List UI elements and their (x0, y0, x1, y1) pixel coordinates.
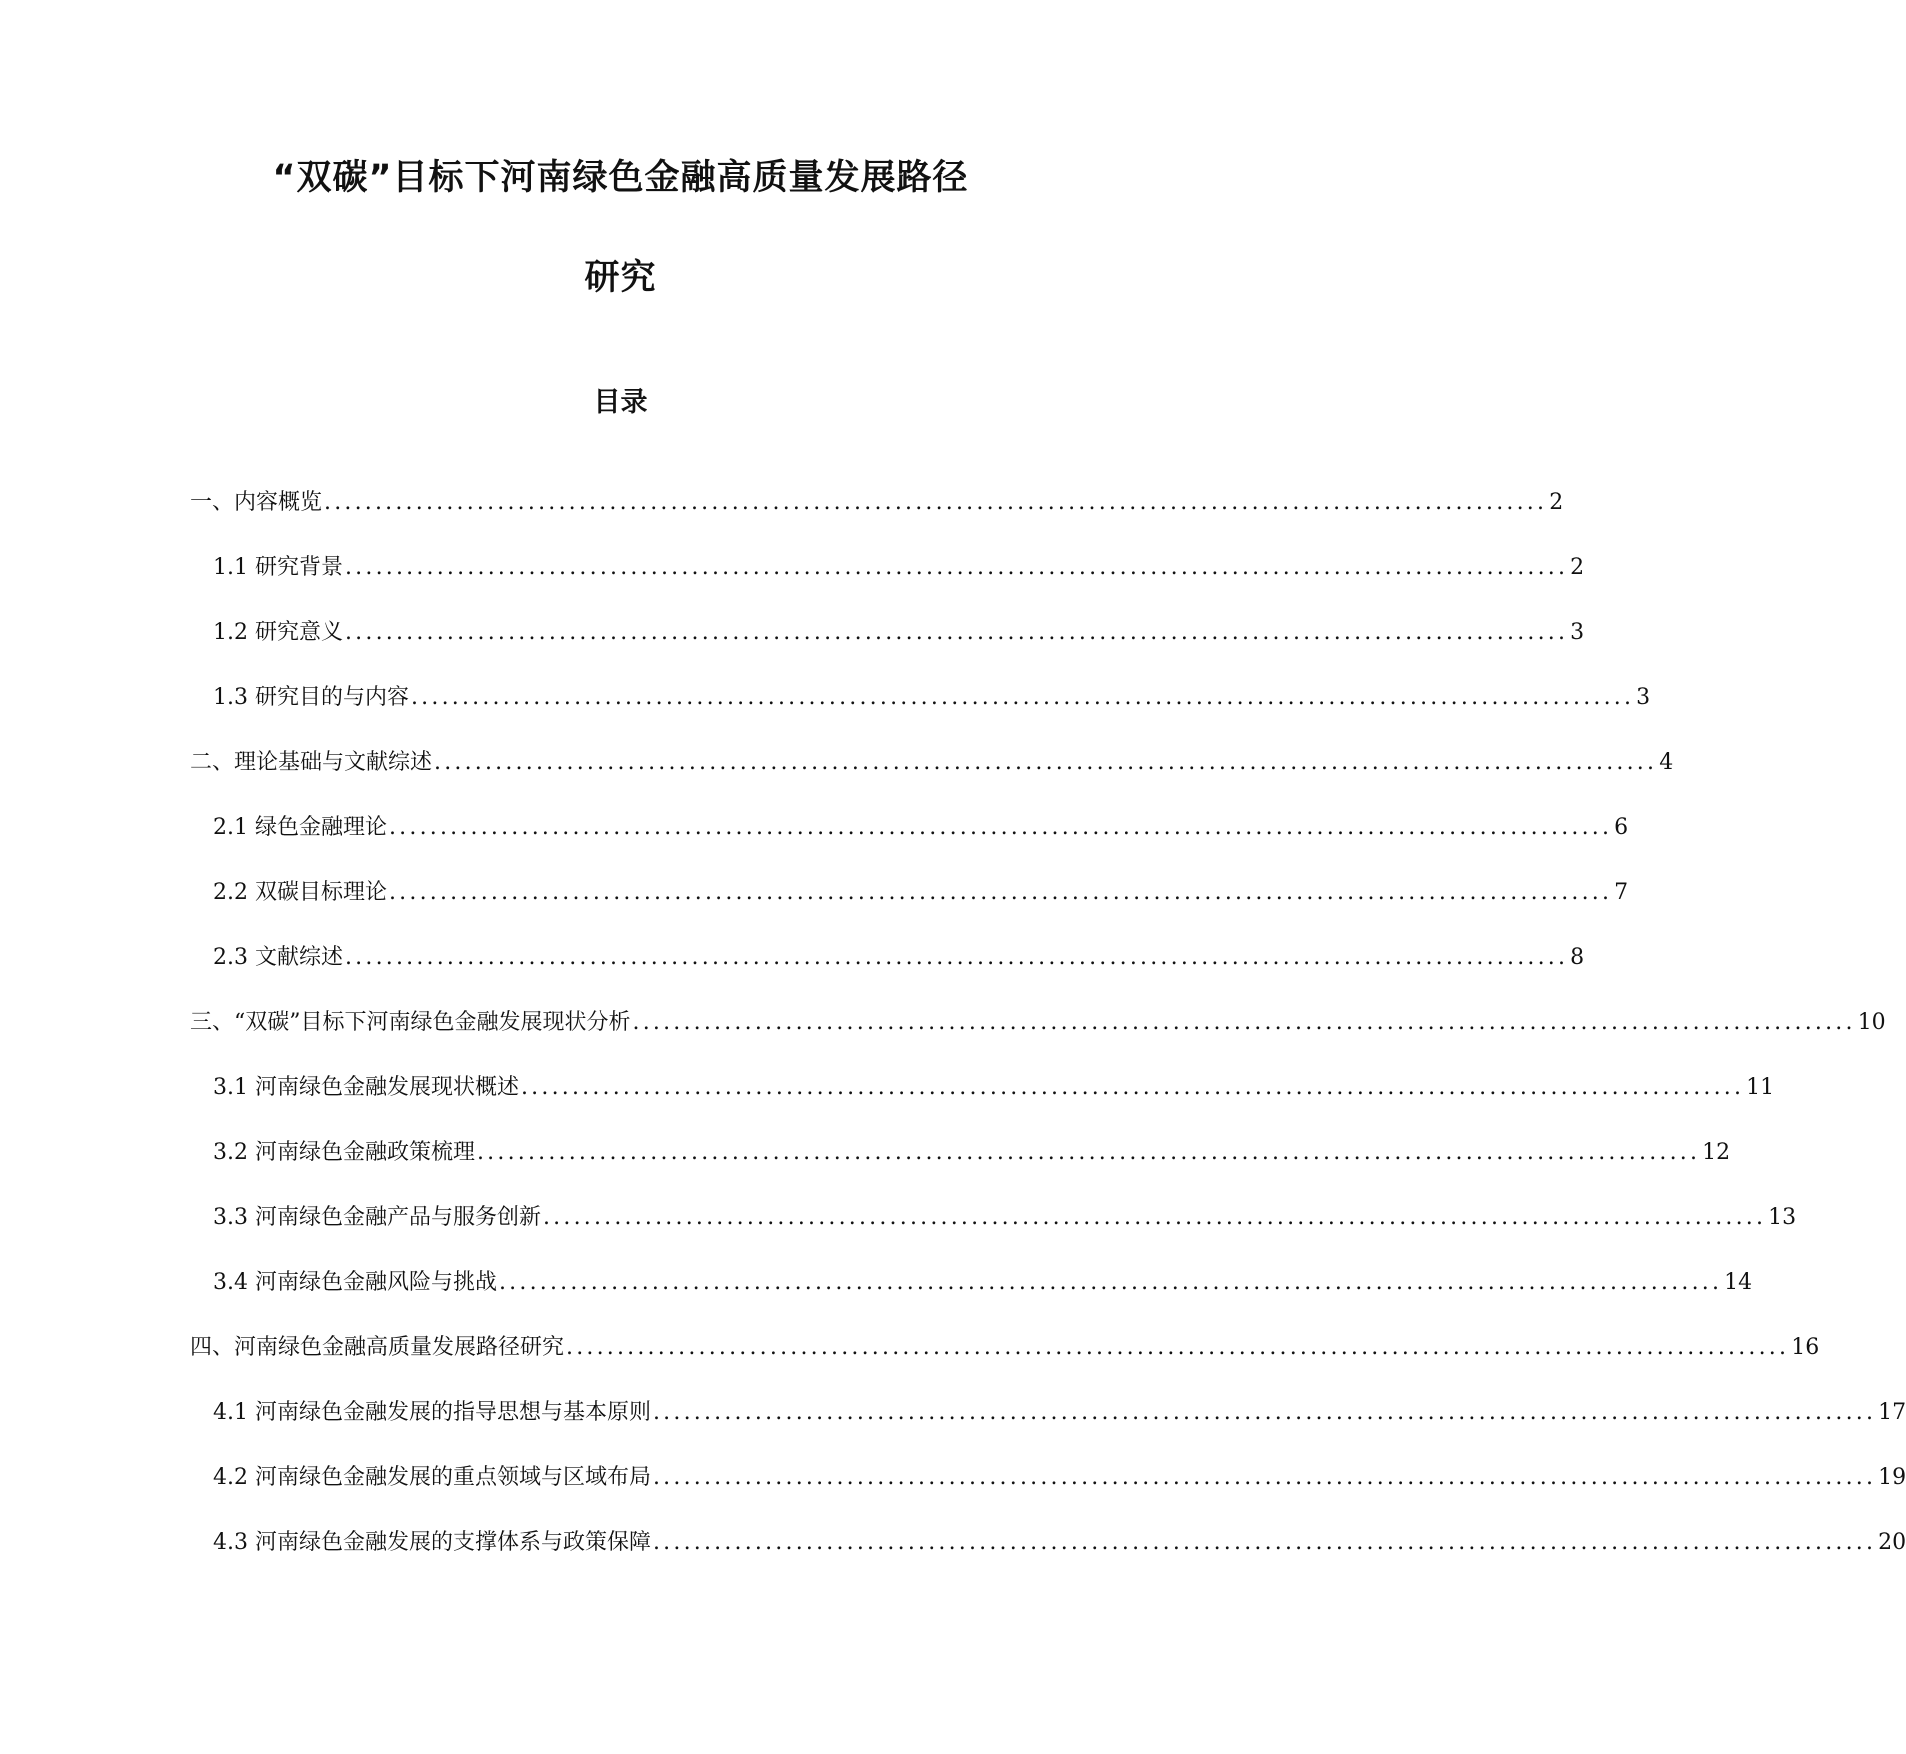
toc-page-number: 3 (1570, 620, 1585, 645)
toc-dot-leader: ........................................................................................................................ (566, 1335, 1790, 1360)
toc-entry-label: 2.3 文献综述 (213, 945, 343, 970)
toc-page-number: 14 (1724, 1270, 1753, 1295)
toc-entry[interactable] (213, 813, 1629, 843)
toc-page-number: 11 (1746, 1075, 1775, 1100)
toc-entry-label: 1.1 研究背景 (213, 555, 343, 580)
toc-entry[interactable] (190, 1333, 1820, 1363)
toc-dot-leader: ........................................................................................................................ (652, 1400, 1877, 1425)
toc-entry[interactable] (213, 878, 1629, 908)
toc-entry-label: 4.3 河南绿色金融发展的支撑体系与政策保障 (213, 1530, 651, 1555)
toc-entry-label: 3.3 河南绿色金融产品与服务创新 (213, 1205, 541, 1230)
toc-dot-leader: ........................................................................................................................ (520, 1075, 1745, 1100)
toc-dot-leader: ........................................................................................................................ (652, 1530, 1877, 1555)
toc-entry[interactable] (190, 748, 1674, 778)
toc-entry[interactable] (213, 1268, 1753, 1298)
toc-page-number: 16 (1791, 1335, 1820, 1360)
toc-entry[interactable] (213, 1528, 1906, 1558)
toc-entry-label: 1.3 研究目的与内容 (213, 685, 409, 710)
toc-dot-leader: ........................................................................................................................ (476, 1140, 1701, 1165)
toc-entry-label: 2.1 绿色金融理论 (213, 815, 387, 840)
toc-page-number: 20 (1878, 1530, 1906, 1555)
toc-page-number: 10 (1857, 1010, 1886, 1035)
toc-entry[interactable] (213, 943, 1585, 973)
toc-page-number: 7 (1614, 880, 1629, 905)
toc-dot-leader: ........................................................................................................................ (498, 1270, 1723, 1295)
toc-entry-label: 3.2 河南绿色金融政策梳理 (213, 1140, 475, 1165)
toc-dot-leader: ........................................................................................................................ (344, 620, 1569, 645)
toc-entry-label: 2.2 双碳目标理论 (213, 880, 387, 905)
toc-entry[interactable] (213, 1073, 1775, 1103)
toc-entry-label: 4.2 河南绿色金融发展的重点领域与区域布局 (213, 1465, 651, 1490)
toc-page-number: 2 (1570, 555, 1585, 580)
toc-page-number: 2 (1549, 490, 1564, 515)
toc-heading: 目录 (593, 387, 648, 418)
toc-dot-leader: ........................................................................................................................ (344, 555, 1569, 580)
toc-dot-leader: ........................................................................................................................ (632, 1010, 1856, 1035)
toc-page-number: 12 (1702, 1140, 1731, 1165)
toc-entry[interactable] (213, 1398, 1906, 1428)
toc-dot-leader: ........................................................................................................................ (652, 1465, 1877, 1490)
toc-entry[interactable] (213, 683, 1651, 713)
toc-entry[interactable] (213, 553, 1585, 583)
toc-entry[interactable] (213, 1138, 1731, 1168)
toc-dot-leader: ........................................................................................................................ (388, 880, 1613, 905)
toc-page-number: 4 (1659, 750, 1674, 775)
toc-entry[interactable] (213, 1203, 1797, 1233)
toc-entry-label: 4.1 河南绿色金融发展的指导思想与基本原则 (213, 1400, 651, 1425)
toc-dot-leader: ........................................................................................................................ (542, 1205, 1767, 1230)
document-title-line-2: 研究 (584, 258, 657, 298)
toc-entry-label: 一、内容概览 (190, 490, 323, 515)
toc-entry-label: 四、河南绿色金融高质量发展路径研究 (190, 1335, 565, 1360)
document-title-line-1: “双碳”目标下河南绿色金融高质量发展路径 (272, 158, 969, 198)
toc-entry-label: 三、“双碳”目标下河南绿色金融发展现状分析 (190, 1010, 631, 1035)
toc-dot-leader: ........................................................................................................................ (410, 685, 1635, 710)
toc-page-number: 13 (1768, 1205, 1797, 1230)
toc-page-number: 6 (1614, 815, 1629, 840)
toc-dot-leader: ........................................................................................................................ (434, 750, 1658, 775)
toc-dot-leader: ........................................................................................................................ (388, 815, 1613, 840)
toc-entry[interactable] (213, 618, 1585, 648)
toc-page-number: 17 (1878, 1400, 1906, 1425)
toc-entry-label: 1.2 研究意义 (213, 620, 343, 645)
toc-dot-leader: ........................................................................................................................ (344, 945, 1569, 970)
toc-entry[interactable] (190, 1008, 1886, 1038)
toc-page-number: 3 (1636, 685, 1651, 710)
toc-entry[interactable] (213, 1463, 1906, 1493)
toc-dot-leader: ........................................................................................................................ (324, 490, 1548, 515)
toc-page-number: 8 (1570, 945, 1585, 970)
toc-entry-label: 3.1 河南绿色金融发展现状概述 (213, 1075, 519, 1100)
toc-entry-label: 二、理论基础与文献综述 (190, 750, 433, 775)
toc-page-number: 19 (1878, 1465, 1906, 1490)
toc-entry[interactable] (190, 488, 1564, 518)
toc-entry-label: 3.4 河南绿色金融风险与挑战 (213, 1270, 497, 1295)
